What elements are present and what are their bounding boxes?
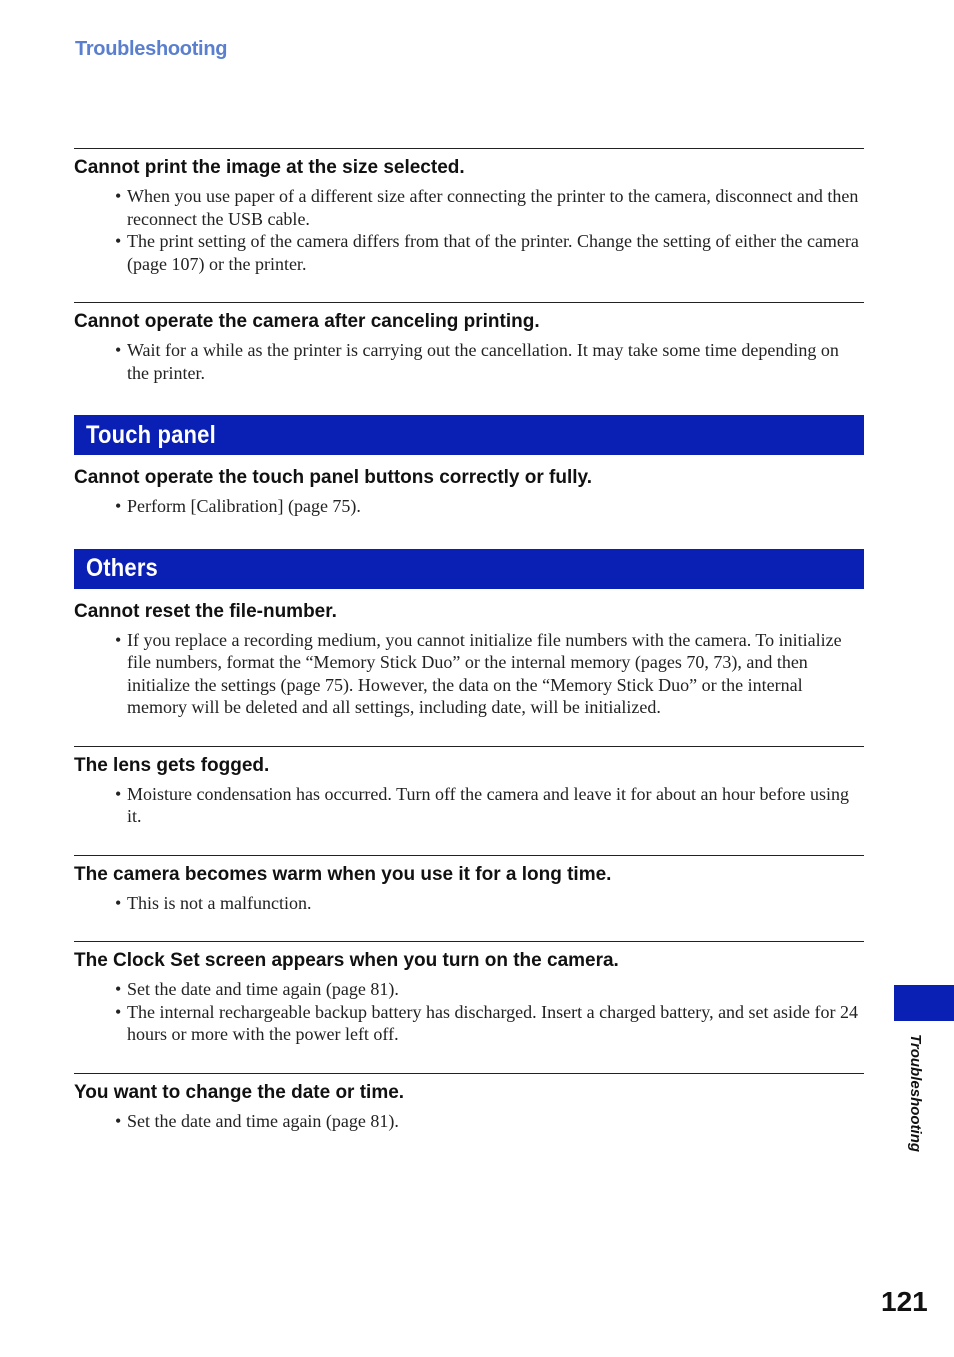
chapter-tab-label: Troubleshooting <box>907 1034 924 1153</box>
question: The camera becomes warm when you use it for a long time. <box>74 863 612 885</box>
chapter-tab <box>894 985 954 1021</box>
answer-list <box>74 1110 864 1133</box>
section-header-touch-panel <box>74 415 864 455</box>
answer-item: • Wait for a while as the printer is carrying out the cancellation. It may take some time depending on the printer. <box>74 339 864 384</box>
question: Cannot print the image at the size selected. <box>74 157 465 178</box>
answer-list <box>74 783 864 828</box>
answer-item: • Set the date and time again (page 81). <box>74 1110 864 1133</box>
answer-list <box>74 185 864 275</box>
answer-item: • Perform [Calibration] (page 75). <box>74 495 864 518</box>
answer-item: • The print setting of the camera differs from that of the printer. Change the setting of either the camera (page 107) or the printer. <box>74 230 864 275</box>
answer-list <box>74 495 864 518</box>
question: Cannot operate the camera after canceling printing. <box>74 311 540 332</box>
faq-entry <box>74 589 864 746</box>
faq-entry <box>74 302 864 411</box>
question: You want to change the date or time. <box>74 1081 405 1103</box>
answer-item: • This is not a malfunction. <box>74 892 864 915</box>
section-title: Others <box>86 554 158 582</box>
faq-entry <box>74 455 864 545</box>
section-title: Touch panel <box>86 420 216 449</box>
faq-entry <box>74 1073 864 1133</box>
answer-item: • When you use paper of a different size after connecting the printer to the camera, disconnect and then reconnect the USB cable. <box>74 185 864 230</box>
answer-list <box>74 892 864 915</box>
answer-item: • Set the date and time again (page 81). <box>74 978 864 1001</box>
question: Cannot reset the file-number. <box>74 600 337 622</box>
section-header-others <box>74 549 864 589</box>
question: The Clock Set screen appears when you turn on the camera. <box>74 950 619 971</box>
question: The lens gets fogged. <box>74 754 270 776</box>
faq-entry <box>74 746 864 855</box>
answer-item: • The internal rechargeable backup battery has discharged. Insert a charged battery, and set aside for 24 hours or more with the power left off. <box>74 1001 864 1046</box>
faq-entry <box>74 855 864 942</box>
running-header: Troubleshooting <box>75 38 228 60</box>
answer-item: • If you replace a recording medium, you cannot initialize file numbers with the camera. To initialize file numbers, format the “Memory Stick Duo” or the internal memory (pages 70, 73), and then initialize the settings (page 75). However, the data on the “Memory Stick Duo” or the internal memory will be deleted and all settings, including date, will be initialized. <box>74 629 864 719</box>
answer-list <box>74 339 864 384</box>
faq-entry <box>74 941 864 1073</box>
faq-entry <box>74 148 864 302</box>
page-number: 121 <box>881 1286 928 1317</box>
page-content <box>74 148 864 1132</box>
answer-list <box>74 978 864 1046</box>
answer-item: • Moisture condensation has occurred. Turn off the camera and leave it for about an hour before using it. <box>74 783 864 828</box>
answer-list <box>74 629 864 719</box>
question: Cannot operate the touch panel buttons correctly or fully. <box>74 467 592 488</box>
